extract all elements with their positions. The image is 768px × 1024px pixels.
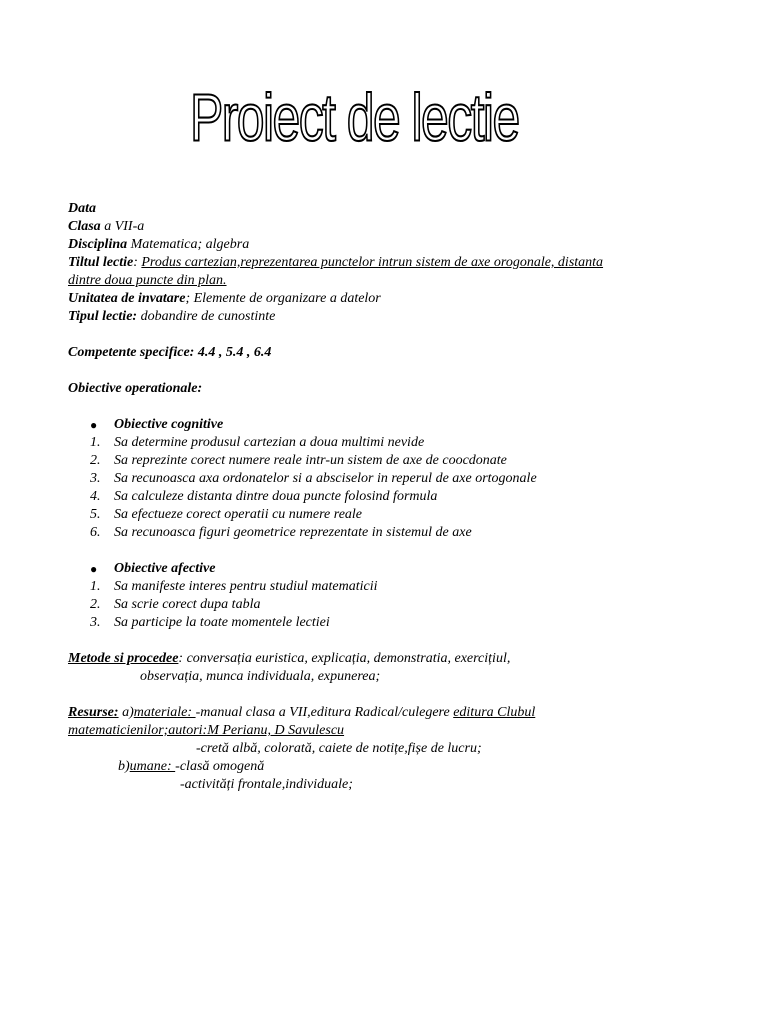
resurse-line-3: -cretă albă, colorată, caiete de notițe,fișe de lucru; [196, 741, 482, 756]
list-item: 1. Sa determine produsul cartezian a doua multimi nevide [90, 435, 425, 450]
unitatea-line [68, 290, 708, 308]
afective-list [68, 578, 708, 632]
clasa-label: Clasa [68, 219, 101, 234]
page-title: Proiect de lectie [190, 79, 519, 156]
titlul-line-2 [68, 272, 708, 290]
titlul-line [68, 254, 708, 272]
cognitive-heading: ● Obiective cognitive [90, 417, 224, 432]
cognitive-list [68, 434, 708, 542]
resurse-line-4: b)umane: -clasă omogenă [118, 759, 265, 774]
clasa-value: a VII-a [100, 219, 145, 234]
list-item: 3. Sa participe la toate momentele lectiei [90, 615, 330, 630]
list-item: 2. Sa scrie corect dupa tabla [90, 597, 261, 612]
data-line [68, 200, 708, 218]
disciplina-value: Matematica; algebra [127, 237, 250, 252]
obiective-heading: Obiective operationale: [68, 381, 203, 396]
resurse-line-2: matematicienilor;autori:M Perianu, D Savulescu [68, 723, 345, 738]
resurse-line: Resurse: a)materiale: -manual clasa a VII,editura Radical/culegere editura Clubul [68, 705, 536, 720]
afective-heading: ● Obiective afective [90, 561, 216, 576]
resurse-line-5: -activități frontale,individuale; [180, 777, 353, 792]
title-wordart [190, 79, 520, 164]
titlul-value-continued: dintre doua puncte din plan. [68, 273, 227, 288]
disciplina-line [68, 236, 708, 254]
materiale-label: materiale: [133, 705, 196, 720]
titlul-label: Tiltul lectie [68, 255, 134, 270]
resurse-label: Resurse: [68, 705, 119, 720]
list-item: 6. Sa recunoasca figuri geometrice reprezentate in sistemul de axe [90, 525, 472, 540]
list-item: 1. Sa manifeste interes pentru studiul matematicii [90, 579, 378, 594]
titlul-value: Produs cartezian,reprezentarea punctelor intrun sistem de axe orogonale, distanta [141, 255, 604, 270]
metode-label: Metode si procedee [68, 651, 179, 666]
tipul-value: dobandire de cunostinte [137, 309, 276, 324]
metode-text: : conversația euristica, explicația, demonstratia, exercițiul, [178, 651, 511, 666]
list-item: 4. Sa calculeze distanta dintre doua puncte folosind formula [90, 489, 438, 504]
clasa-line [68, 218, 708, 236]
unitatea-value: Elemente de organizare a datelor [193, 291, 381, 306]
lesson-body [68, 200, 708, 794]
disciplina-label: Disciplina [68, 237, 128, 252]
data-label: Data [68, 201, 96, 216]
list-item: 2. Sa reprezinte corect numere reale intr-un sistem de axe de coocdonate [90, 453, 507, 468]
umane-label: umane: [129, 759, 176, 774]
unitatea-sep: ; [185, 291, 194, 306]
tipul-line [68, 308, 708, 326]
metode-line [68, 650, 708, 668]
titlul-sep: : [133, 255, 142, 270]
bullet-icon: ● [90, 418, 98, 432]
metode-line-2: observația, munca individuala, expunerea; [140, 669, 381, 684]
unitatea-label: Unitatea de invatare [68, 291, 186, 306]
tipul-label: Tipul lectie: [68, 309, 138, 324]
list-item: 5. Sa efectueze corect operatii cu numere reale [90, 507, 363, 522]
list-item: 3. Sa recunoasca axa ordonatelor si a absciselor in reperul de axe ortogonale [90, 471, 537, 486]
bullet-icon: ● [90, 562, 98, 576]
competente-line: Competente specifice: 4.4 , 5.4 , 6.4 [68, 345, 272, 360]
